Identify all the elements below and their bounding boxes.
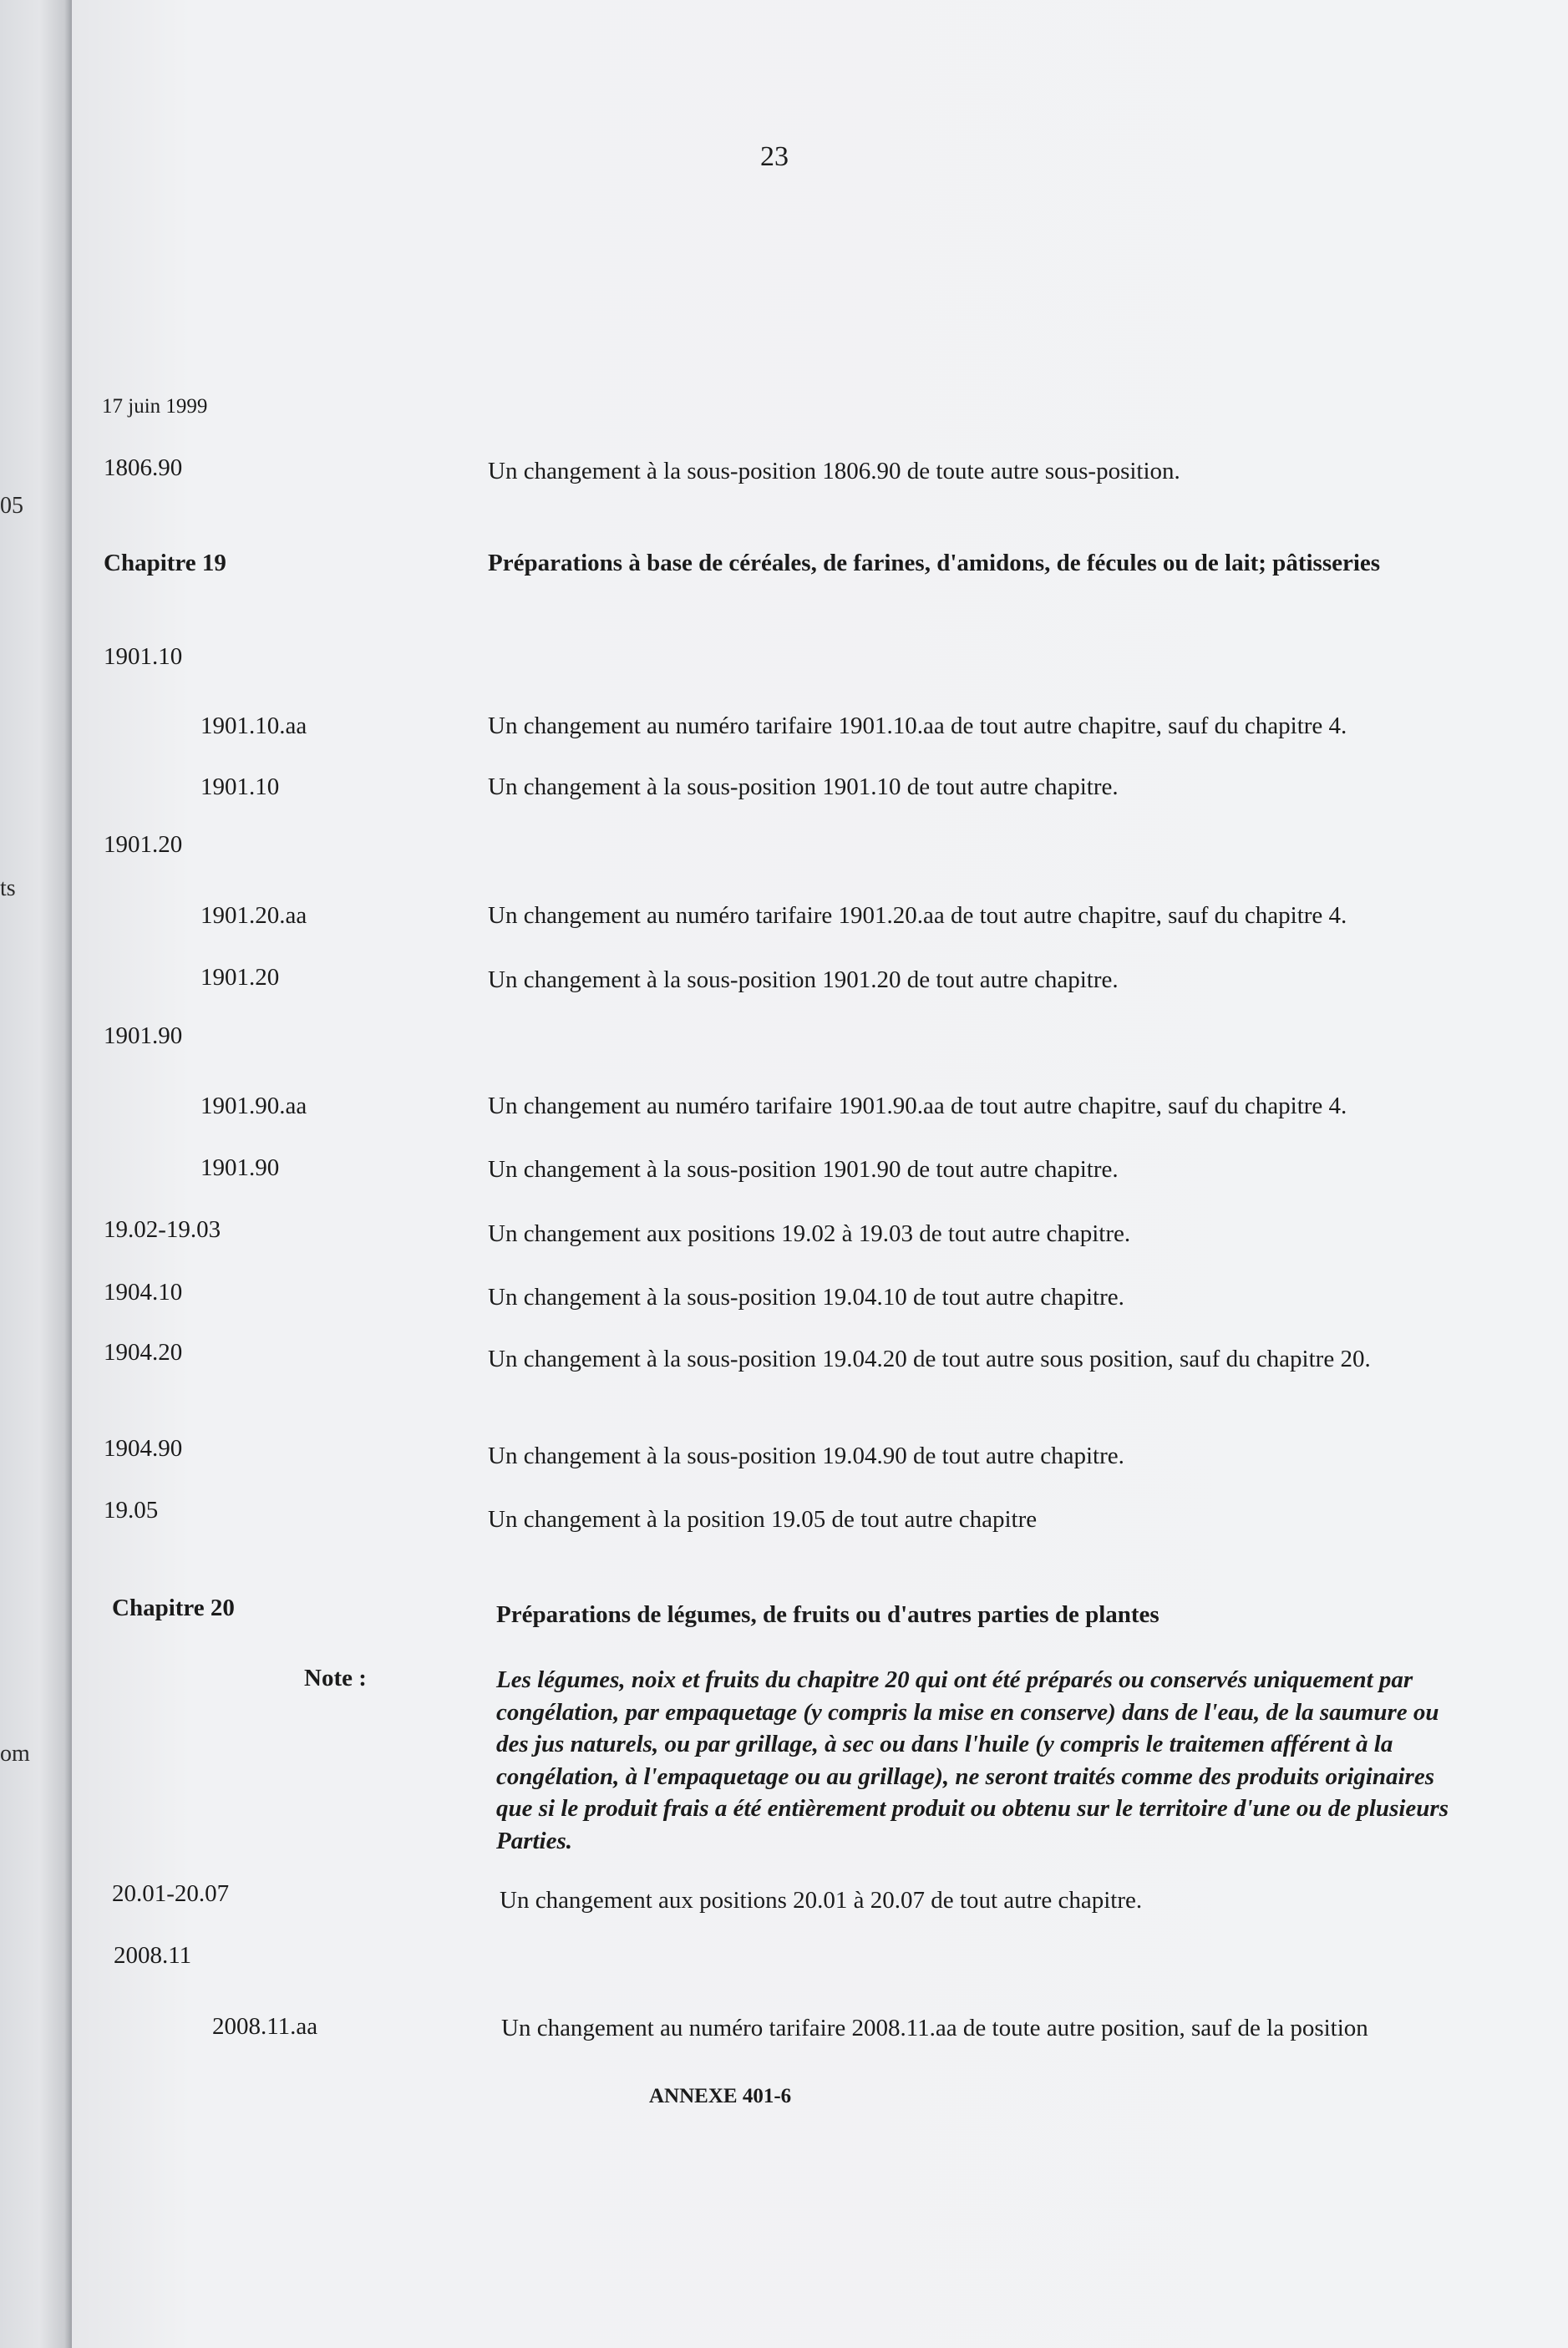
tariff-code: 1901.10.aa xyxy=(200,713,307,739)
rule-text: Un changement au numéro tarifaire 1901.90.aa de tout autre chapitre, sauf du chapitre 4. xyxy=(488,1093,1347,1119)
chapter-title: Préparations à base de céréales, de farines, d'amidons, de fécules ou de lait; pâtisseries xyxy=(488,550,1381,576)
tariff-code: 19.05 xyxy=(104,1497,159,1524)
rule-text: Un changement à la sous-position 1901.20 de tout autre chapitre. xyxy=(488,966,1119,993)
rule-text: Un changement à la position 19.05 de tout autre chapitre xyxy=(488,1506,1038,1533)
tariff-code: 1901.20.aa xyxy=(200,902,307,929)
rule-text: Un changement aux positions 19.02 à 19.03 de tout autre chapitre. xyxy=(488,1220,1131,1247)
tariff-code: 1904.90 xyxy=(104,1435,183,1462)
tariff-code: 1904.10 xyxy=(104,1279,183,1306)
tariff-code: 2008.11 xyxy=(114,1942,192,1969)
tariff-code: 1904.20 xyxy=(104,1339,183,1366)
tariff-code: 1901.90 xyxy=(200,1154,280,1181)
note-label: Note : xyxy=(304,1665,367,1691)
header-date: 17 juin 1999 xyxy=(102,395,208,418)
rule-text: Un changement à la sous-position 19.04.10 de tout autre chapitre. xyxy=(488,1284,1124,1311)
rule-text: Un changement à la sous-position 1901.10 de tout autre chapitre. xyxy=(488,773,1119,800)
tariff-code: 20.01-20.07 xyxy=(112,1880,230,1907)
page-number: 23 xyxy=(760,141,789,172)
tariff-code: 2008.11.aa xyxy=(212,2013,318,2040)
note-text: Les légumes, noix et fruits du chapitre 20 qui ont été préparés ou conservés uniquement par congélation, par empaquetage (y compris la mise en conserve) dans de l'eau, de la saumure ou des jus naturels, ou par grillage, à sec ou dans l'huile (y compris le traitemen afférent à la congélation, à l'empaquetage ou au grillage), ne seront traités comme des produits originaires que si le produit frais a été entièrement produit ou obtenu sur le territoire d'une ou de plusieurs Parties. xyxy=(496,1666,1449,1854)
tariff-code: 1901.10 xyxy=(200,773,280,800)
rule-text: Un changement au numéro tarifaire 1901.10.aa de tout autre chapitre, sauf du chapitre 4. xyxy=(488,713,1347,739)
rule-text: Un changement à la sous-position 1901.90 de tout autre chapitre. xyxy=(488,1156,1119,1183)
tariff-code: 1901.10 xyxy=(104,643,183,670)
margin-fragment: ts xyxy=(0,875,16,901)
margin-fragment: om xyxy=(0,1741,30,1767)
rule-text: Un changement au numéro tarifaire 2008.11.aa de toute autre position, sauf de la position xyxy=(501,2015,1368,2041)
rule-text: Un changement à la sous-position 19.04.20 de tout autre sous position, sauf du chapitre 20. xyxy=(488,1346,1371,1372)
rule-text: Un changement à la sous-position 19.04.90 de tout autre chapitre. xyxy=(488,1443,1124,1469)
chapter-heading: Chapitre 20 xyxy=(112,1595,235,1621)
rule-text: Un changement aux positions 20.01 à 20.07 de tout autre chapitre. xyxy=(500,1887,1143,1914)
annex-footer: ANNEXE 401-6 xyxy=(649,2085,792,2107)
chapter-heading: Chapitre 19 xyxy=(104,550,226,576)
rule-text: Un changement à la sous-position 1806.90 de toute autre sous-position. xyxy=(488,458,1180,484)
rule-text: Un changement au numéro tarifaire 1901.20.aa de tout autre chapitre, sauf du chapitre 4. xyxy=(488,902,1347,929)
tariff-code: 1806.90 xyxy=(104,454,183,481)
tariff-code: 1901.20 xyxy=(200,964,280,991)
chapter-title: Préparations de légumes, de fruits ou d'autres parties de plantes xyxy=(496,1601,1160,1628)
tariff-code: 19.02-19.03 xyxy=(104,1216,221,1243)
tariff-code: 1901.90.aa xyxy=(200,1093,307,1119)
margin-fragment: 05 xyxy=(0,493,23,519)
tariff-code: 1901.20 xyxy=(104,831,183,858)
tariff-code: 1901.90 xyxy=(104,1022,183,1049)
